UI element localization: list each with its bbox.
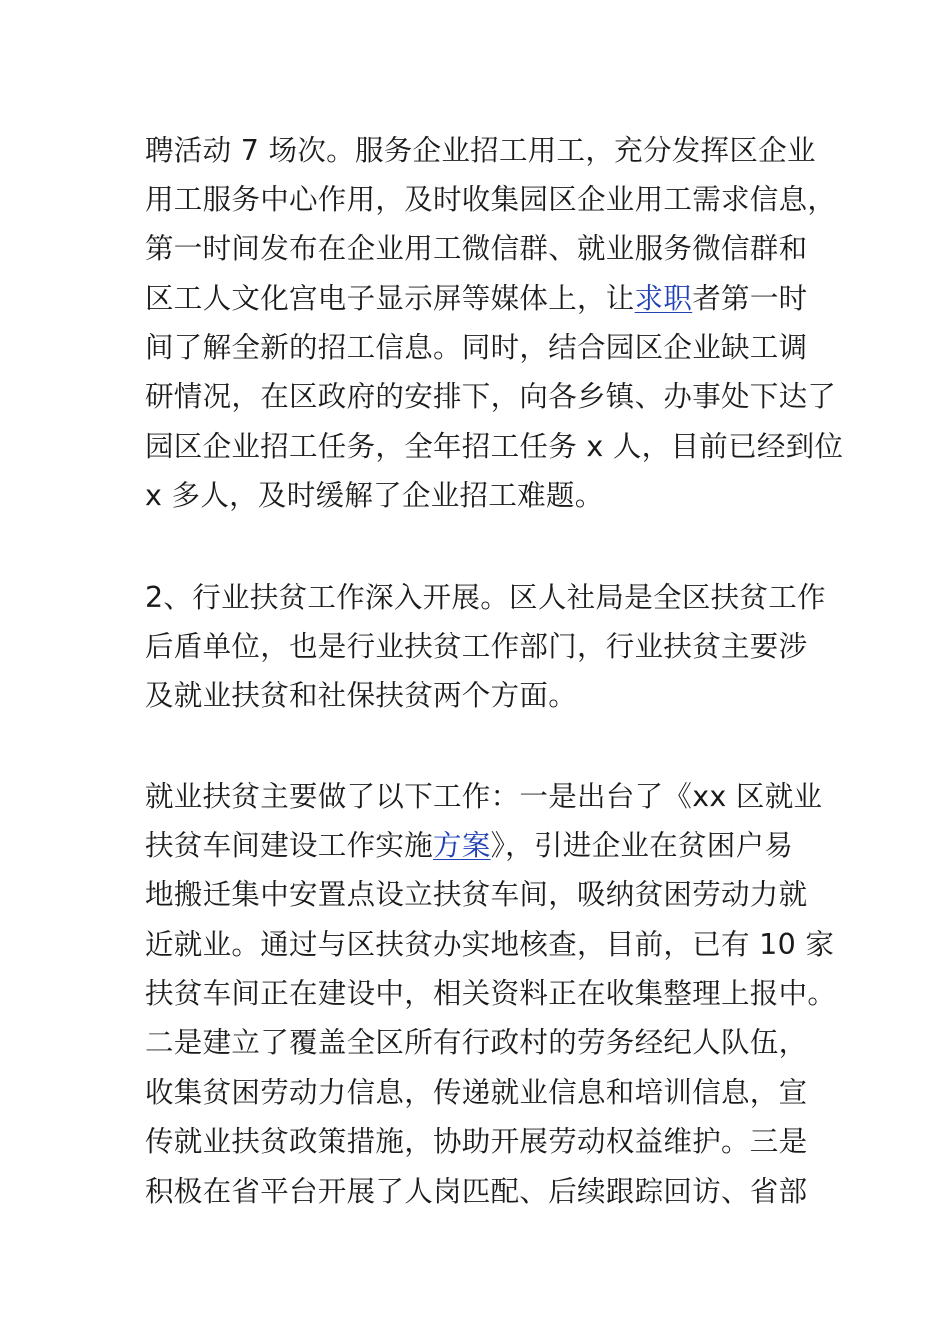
paragraph-1-line-5: 间了解全新的招工信息。同时，结合园区企业缺工调	[145, 331, 808, 364]
paragraph-3-line-6: 二是建立了覆盖全区所有行政村的劳务经纪人队伍，	[145, 1026, 808, 1059]
paragraph-3-line-2-text-after: 》，引进企业在贫困户易	[490, 829, 794, 862]
paragraph-1-line-4	[145, 281, 825, 317]
job-seeking-link[interactable]: 求职	[634, 282, 693, 315]
paragraph-1-line-8: x 多人，及时缓解了企业招工难题。	[145, 479, 604, 512]
paragraph-3-line-8: 传就业扶贫政策措施，协助开展劳动权益维护。三是	[145, 1125, 808, 1158]
paragraph-2-line-2: 后盾单位，也是行业扶贫工作部门，行业扶贫主要涉	[145, 630, 808, 663]
paragraph-1-line-4-text-after: 者第一时	[692, 282, 808, 315]
paragraph-3-line-2	[145, 828, 825, 864]
paragraph-3-line-5: 扶贫车间正在建设中，相关资料正在收集整理上报中。	[145, 977, 837, 1010]
paragraph-3-line-2-text-before: 扶贫车间建设工作实施	[145, 829, 434, 862]
paragraph-3-line-3: 地搬迁集中安置点设立扶贫车间，吸纳贫困劳动力就	[145, 878, 808, 911]
paragraph-1-line-4-text-before: 区工人文化宫电子显示屏等媒体上，让	[145, 282, 635, 315]
paragraph-1-line-2: 用工服务中心作用，及时收集园区企业用工需求信息，	[145, 183, 837, 216]
paragraph-1-line-7: 园区企业招工任务，全年招工任务 x 人，目前已经到位	[145, 430, 844, 463]
paragraph-3-line-7: 收集贫困劳动力信息，传递就业信息和培训信息，宣	[145, 1076, 808, 1109]
paragraph-2-line-3: 及就业扶贫和社保扶贫两个方面。	[145, 679, 578, 712]
paragraph-1-line-3: 第一时间发布在企业用工微信群、就业服务微信群和	[145, 232, 808, 265]
paragraph-3-line-1: 就业扶贫主要做了以下工作：一是出台了《xx 区就业	[145, 780, 823, 813]
paragraph-3-line-4: 近就业。通过与区扶贫办实地核查，目前，已有 10 家	[145, 928, 835, 961]
paragraph-1-line-6: 研情况，在区政府的安排下，向各乡镇、办事处下达了	[145, 380, 837, 413]
plan-link[interactable]: 方案	[433, 829, 491, 862]
paragraph-3-line-9: 积极在省平台开展了人岗匹配、后续跟踪回访、省部	[145, 1175, 808, 1208]
paragraph-1-line-1: 聘活动 7 场次。服务企业招工用工，充分发挥区企业	[145, 134, 816, 167]
paragraph-2-line-1: 2、行业扶贫工作深入开展。区人社局是全区扶贫工作	[145, 581, 826, 614]
